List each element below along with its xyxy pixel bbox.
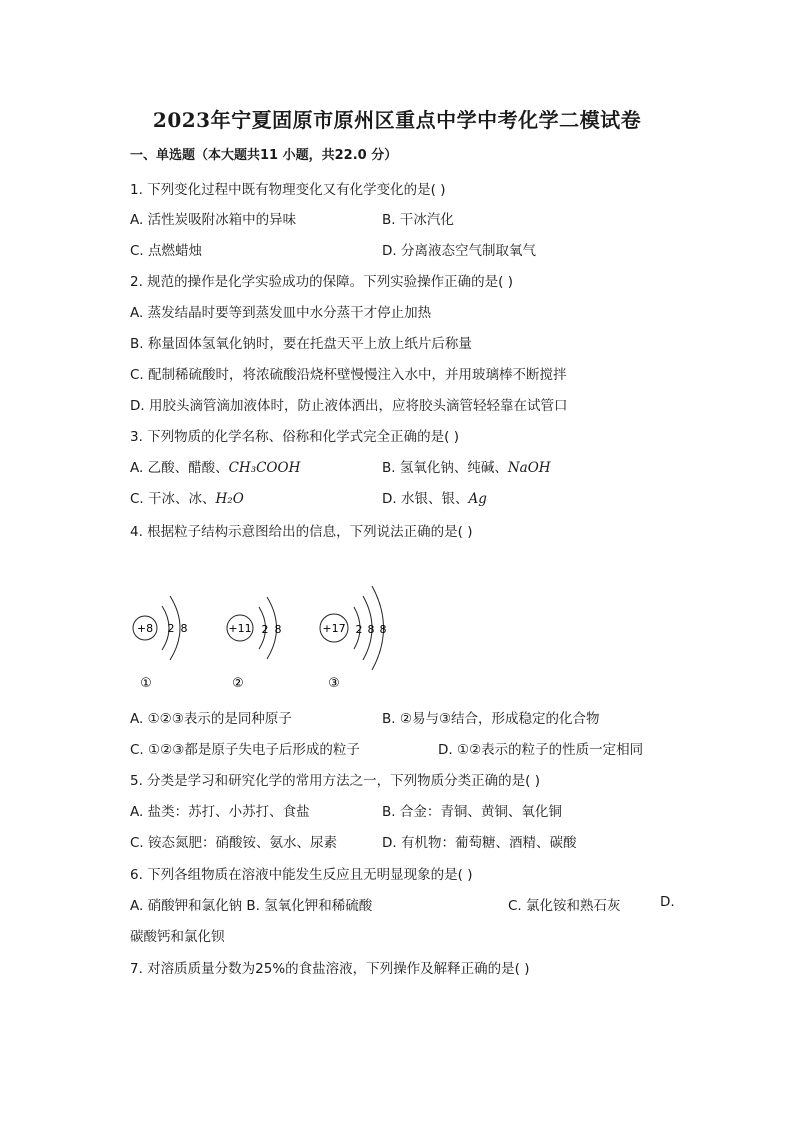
- shell-electrons: 8: [367, 623, 375, 636]
- atom-label: ①: [140, 676, 152, 691]
- shell-electrons: 8: [180, 622, 188, 635]
- option-text: D. 水银、银、: [382, 491, 469, 507]
- option-c: C. 点燃蜡烛: [130, 243, 203, 259]
- shell-electrons: 8: [274, 623, 282, 636]
- option-d: [382, 487, 487, 507]
- page-title: 2023年宁夏固原市原州区重点中学中考化学二模试卷: [152, 108, 642, 132]
- atom-label: ②: [232, 676, 244, 691]
- option-b: B. 称量固体氢氧化钠时，要在托盘天平上放上纸片后称量: [130, 336, 472, 352]
- atom-label: ③: [328, 676, 340, 691]
- question-stem: 7. 对溶质质量分数为25%的食盐溶液，下列操作及解释正确的是( ): [130, 961, 530, 977]
- option-text: B. 氢氧化钠、纯碱、: [382, 460, 508, 476]
- option-text: A. 乙酸、醋酸、: [130, 460, 229, 476]
- shell-electrons: 2: [355, 623, 363, 636]
- option-a: A. 盐类：苏打、小苏打、食盐: [130, 804, 310, 820]
- option-c: C. ①②③都是原子失电子后形成的粒子: [130, 742, 360, 758]
- option-b: B. 干冰汽化: [382, 212, 454, 228]
- question-stem: 1. 下列变化过程中既有物理变化又有化学变化的是( ): [130, 182, 446, 198]
- shell-electrons: 2: [261, 623, 269, 636]
- nucleus-charge: +8: [136, 622, 154, 635]
- option-c: C. 铵态氮肥：硝酸铵、氨水、尿素: [130, 835, 338, 851]
- option-d: D. 分离液态空气制取氧气: [382, 243, 536, 259]
- option-a: A. 活性炭吸附冰箱中的异味: [130, 212, 297, 228]
- option-c: [130, 487, 244, 507]
- option-b: [382, 456, 551, 476]
- option-d-label: D.: [660, 894, 675, 910]
- shell-electrons: 8: [379, 623, 387, 636]
- option-d: D. 有机物：葡萄糖、酒精、碳酸: [382, 835, 577, 851]
- question-stem: 6. 下列各组物质在溶液中能发生反应且无明显现象的是( ): [130, 867, 473, 883]
- atom-diagram-2: [227, 597, 282, 691]
- question-stem: 5. 分类是学习和研究化学的常用方法之一，下列物质分类正确的是( ): [130, 773, 540, 789]
- option-ab: A. 硝酸钾和氯化钠 B. 氢氧化钾和稀硫酸: [130, 898, 373, 914]
- particle-structure-diagram: [120, 580, 420, 695]
- option-a: A. 蒸发结晶时要等到蒸发皿中水分蒸干才停止加热: [130, 305, 432, 321]
- option-a: [130, 456, 300, 476]
- chemical-formula: H₂O: [215, 491, 244, 507]
- option-b: B. ②易与③结合，形成稳定的化合物: [382, 711, 600, 727]
- chemical-formula: CH₃COOH: [228, 460, 301, 476]
- question-stem: 4. 根据粒子结构示意图给出的信息，下列说法正确的是( ): [130, 524, 473, 540]
- atom-diagram-1: [133, 596, 188, 691]
- option-c: C. 配制稀硫酸时，将浓硫酸沿烧杯壁慢慢注入水中，并用玻璃棒不断搅拌: [130, 367, 567, 383]
- option-d: D. 用胶头滴管滴加液体时，防止液体洒出，应将胶头滴管轻轻靠在试管口: [130, 398, 568, 414]
- nucleus-charge: +11: [228, 622, 252, 635]
- option-d: D. ①②表示的粒子的性质一定相同: [438, 742, 644, 758]
- option-c: C. 氯化铵和熟石灰: [508, 898, 621, 914]
- atom-diagram-3: [320, 586, 387, 691]
- chemical-formula: NaOH: [507, 460, 551, 476]
- option-text: C. 干冰、冰、: [130, 491, 216, 507]
- question-stem: 2. 规范的操作是化学实验成功的保障。下列实验操作正确的是( ): [130, 274, 513, 290]
- chemical-formula: Ag: [468, 491, 487, 507]
- nucleus-charge: +17: [322, 622, 346, 635]
- shell-electrons: 2: [167, 622, 175, 635]
- question-stem: 3. 下列物质的化学名称、俗称和化学式完全正确的是( ): [130, 429, 459, 445]
- option-d-text: 碳酸钙和氯化钡: [130, 929, 225, 945]
- option-b: B. 合金：青铜、黄铜、氧化铜: [382, 804, 562, 820]
- option-a: A. ①②③表示的是同种原子: [130, 711, 292, 727]
- section-heading: 一、单选题（本大题共11 小题，共22.0 分）: [130, 148, 398, 163]
